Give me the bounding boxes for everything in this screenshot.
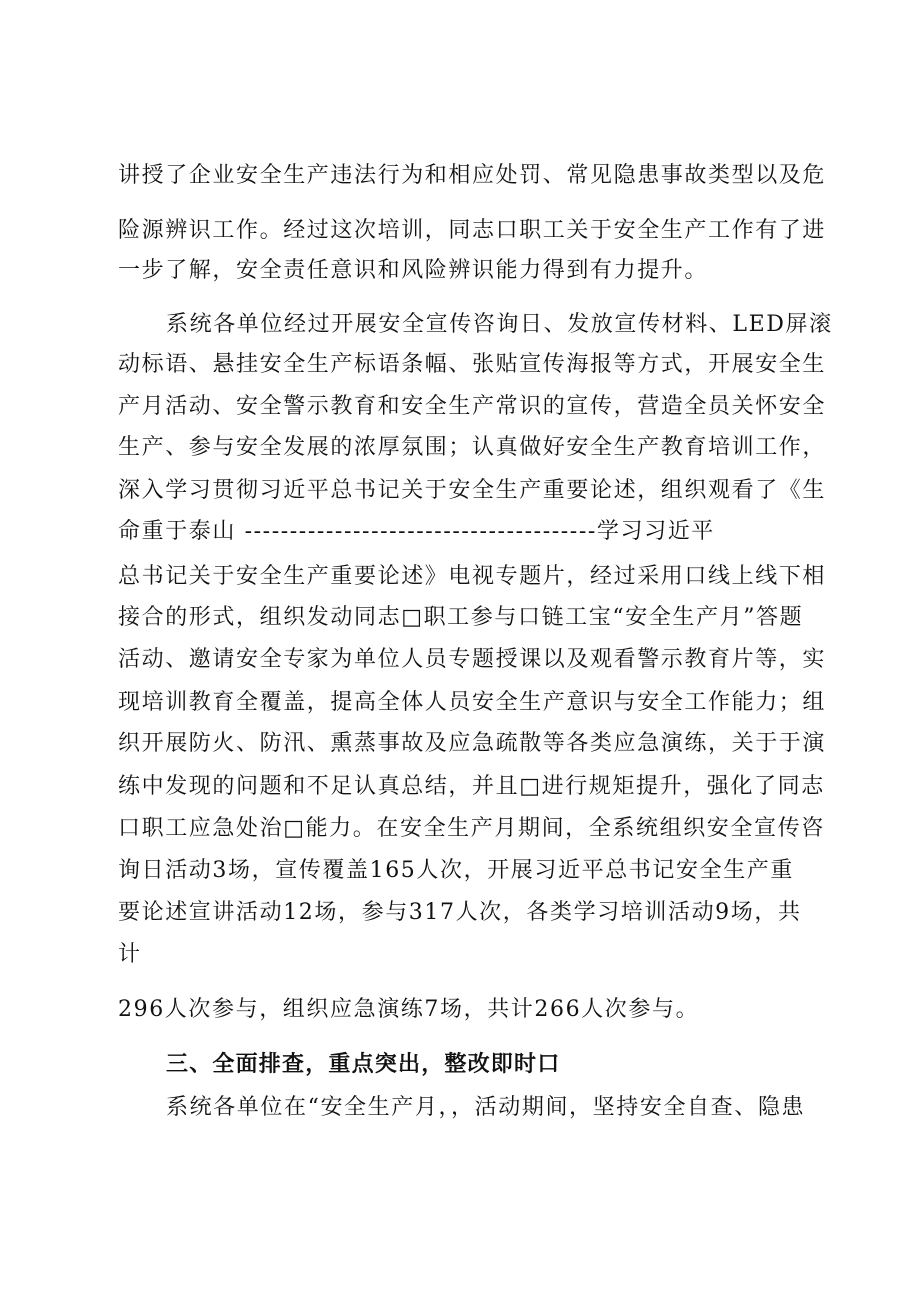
paragraph-2-line: 计 <box>118 942 142 967</box>
paragraph-3-line: 系统各单位在“安全生产月，，活动期间，坚持安全自查、隐患 <box>166 1095 806 1120</box>
paragraph-2-line: 现培训教育全覆盖，提高全体人员安全生产意识与安全工作能力；组 <box>118 690 827 715</box>
paragraph-2-line: 命重于泰山 ---------------------------------------学习习近平 <box>118 519 715 544</box>
paragraph-1-line: 讲授了企业安全生产违法行为和相应处罚、常见隐患事故类型以及危 <box>118 163 827 188</box>
paragraph-1-line: 险源辨识工作。经过这次培训，同志口职工关于安全生产工作有了进 <box>118 218 827 243</box>
paragraph-2-line: 动标语、悬挂安全生产标语条幅、张贴宣传海报等方式，开展安全生 <box>118 352 827 377</box>
paragraph-2-line: 活动、邀请安全专家为单位人员专题授课以及观看警示教育片等，实 <box>118 647 827 672</box>
paragraph-2-line: 产月活动、安全警示教育和安全生产常识的宣传，营造全员关怀安全 <box>118 394 827 419</box>
paragraph-2-line: 生产、参与安全发展的浓厚氛围；认真做好安全生产教育培训工作， <box>118 435 827 460</box>
paragraph-2-line: 接合的形式，组织发动同志□职工参与口链工宝“安全生产月”答题 <box>118 605 804 630</box>
paragraph-2-line: 总书记关于安全生产重要论述》电视专题片，经过采用口线上线下相 <box>118 564 827 589</box>
section-heading: 三、全面排查，重点突出，整改即时口 <box>166 1052 561 1077</box>
paragraph-2-line: 练中发现的问题和不足认真总结，并且□进行规矩提升，强化了同志 <box>118 774 825 799</box>
paragraph-2-line: 深入学习贯彻习近平总书记关于安全生产重要论述，组织观看了《生 <box>118 478 827 503</box>
paragraph-1-line: 一步了解，安全责任意识和风险辨识能力得到有力提升。 <box>118 258 709 283</box>
paragraph-2-line: 织开展防火、防汛、熏蒸事故及应急疏散等各类应急演练，关于于演 <box>118 731 827 756</box>
paragraph-2-line: 口职工应急处治□能力。在安全生产月期间，全系统组织安全宣传咨 <box>118 816 825 841</box>
paragraph-2-line: 询日活动3场，宣传覆盖165人次，开展习近平总书记安全生产重 <box>118 858 794 883</box>
paragraph-2-line: 296人次参与，组织应急演练7场，共计266人次参与。 <box>118 997 700 1022</box>
paragraph-2-line: 要论述宣讲活动12场，参与317人次，各类学习培训活动9场，共 <box>118 900 802 925</box>
paragraph-2-line: 系统各单位经过开展安全宣传咨询日、发放宣传材料、LED屏滚 <box>166 312 833 337</box>
